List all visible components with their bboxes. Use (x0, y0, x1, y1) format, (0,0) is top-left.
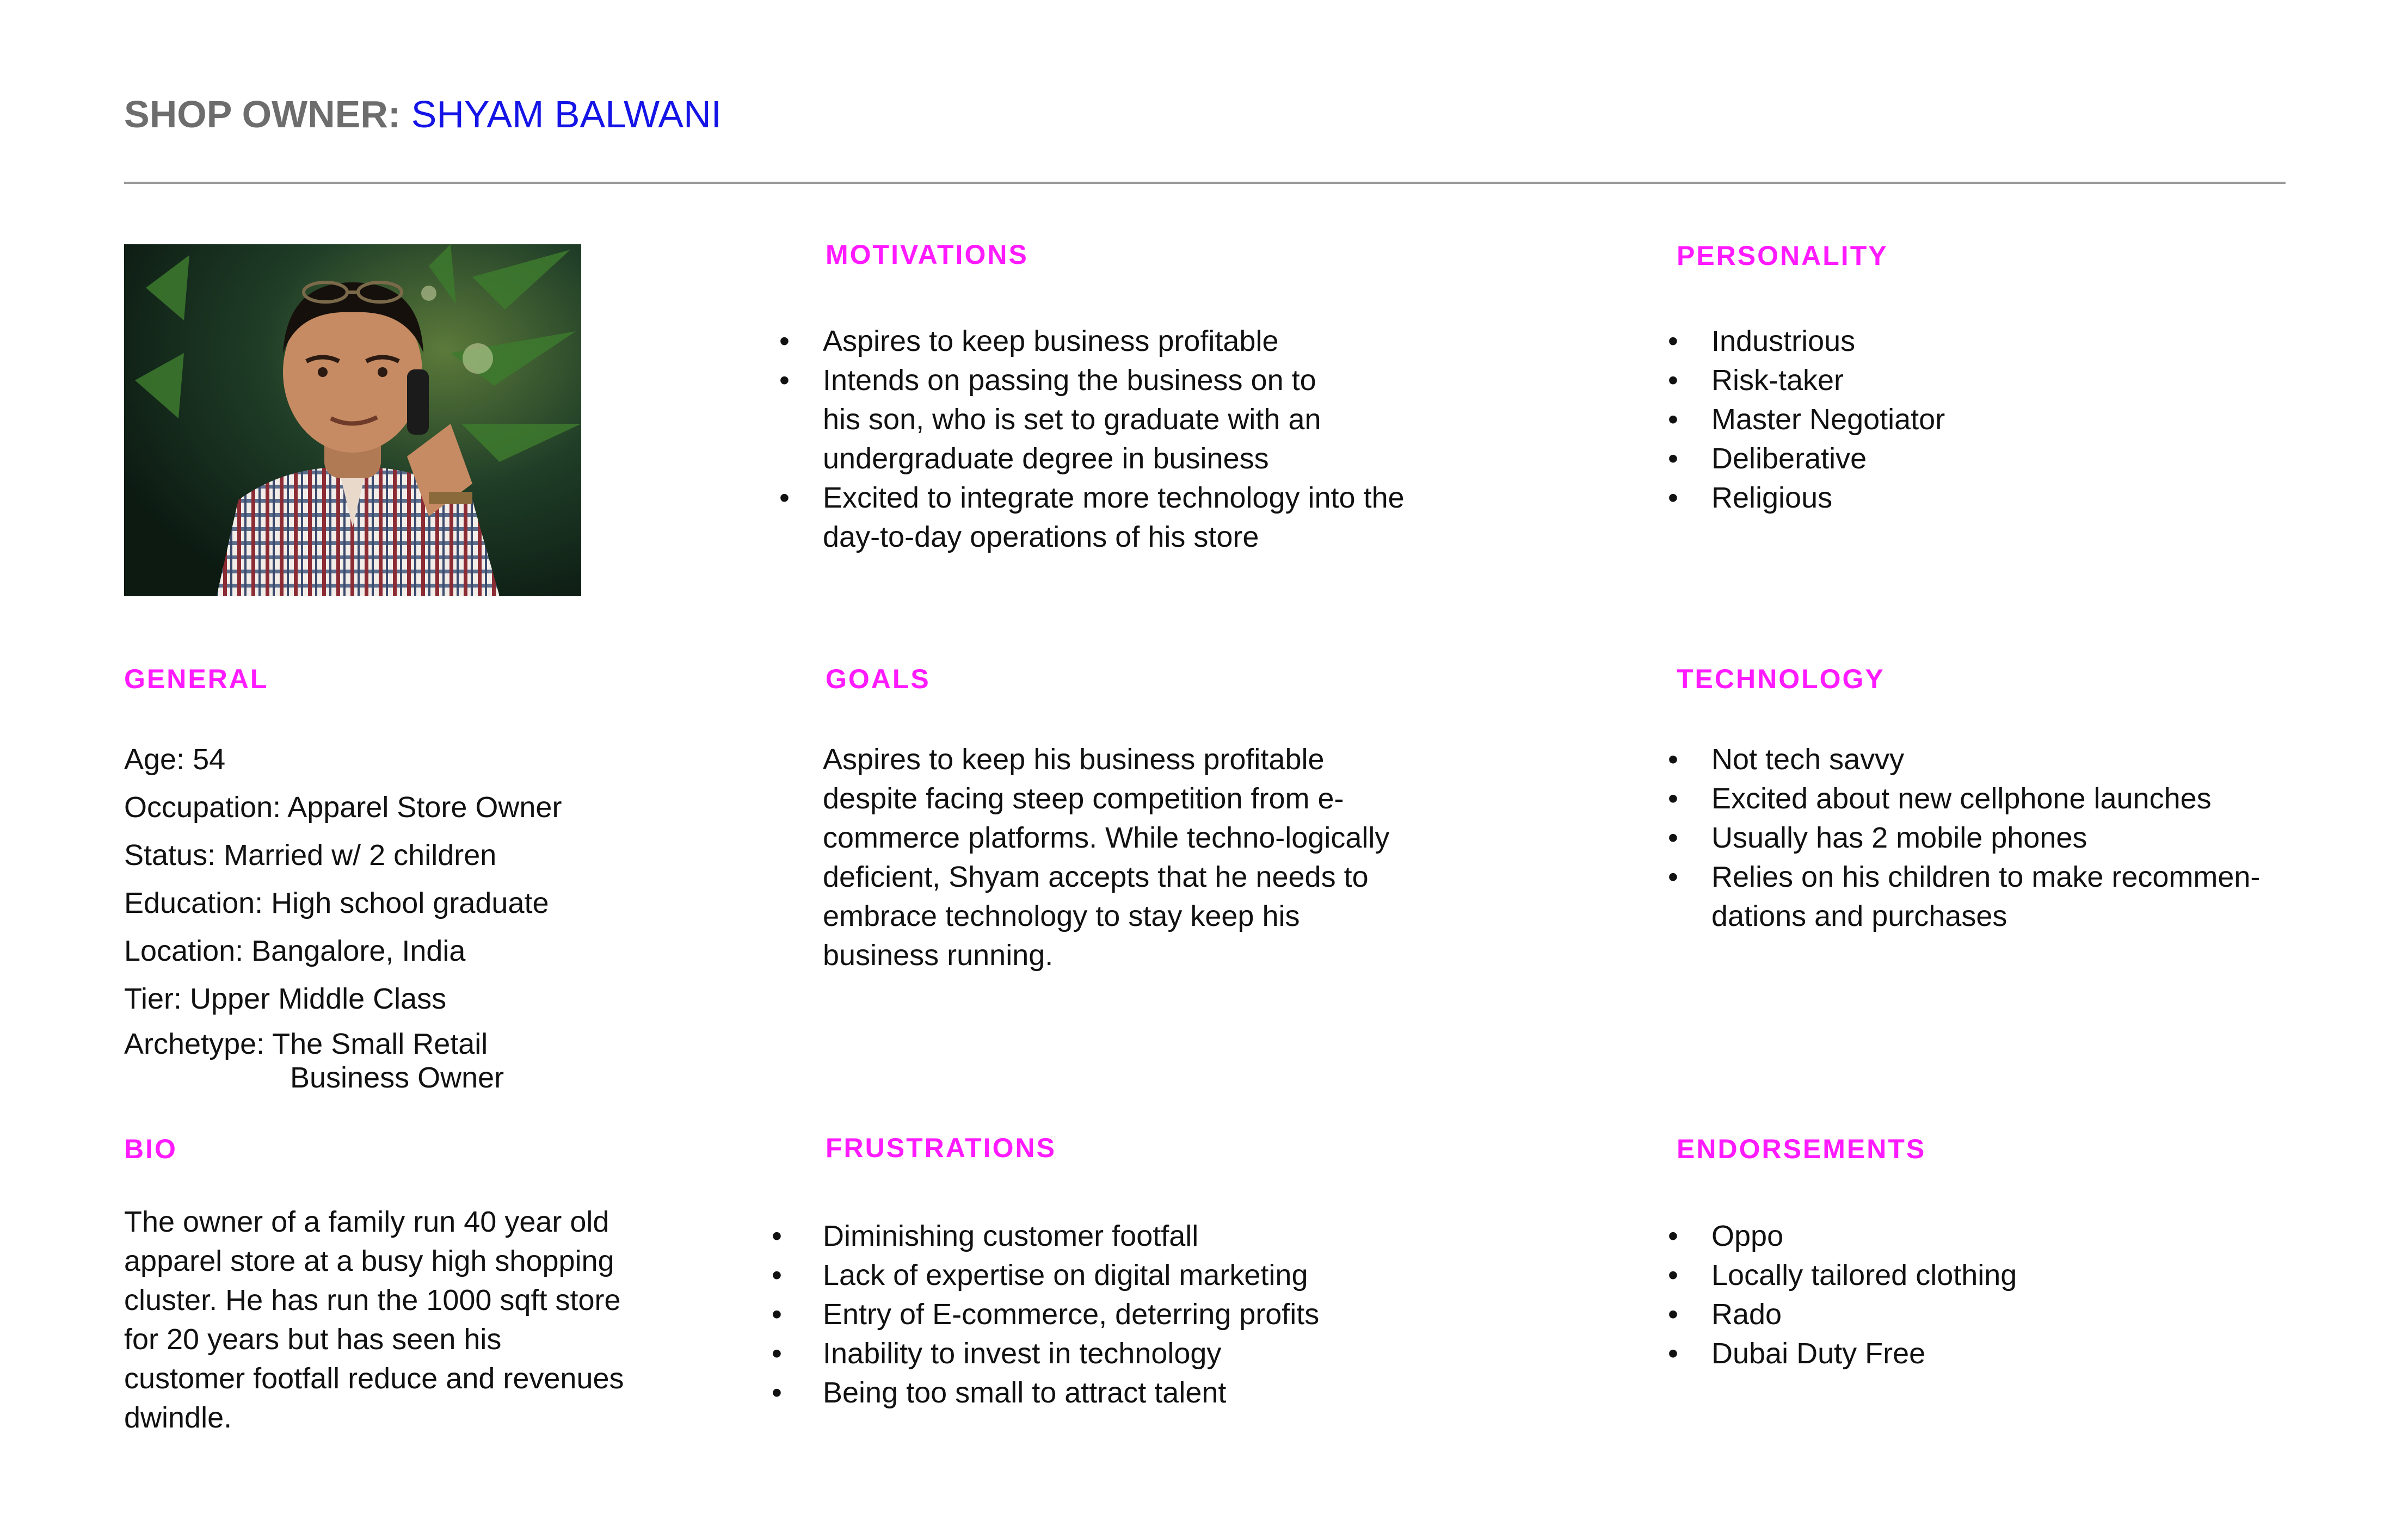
general-tier: Tier: Upper Middle Class (124, 982, 447, 1015)
list-item: • Risk-taker (1668, 361, 2212, 400)
header-divider (124, 182, 2286, 184)
bio-text: The owner of a family run 40 year old apparel store at a busy high shopping cluster. He has run the 1000 sqft store for 20 years but has seen his customer footfall reduce and revenues dwindle. (124, 1206, 624, 1434)
list-item: • Religious (1668, 478, 2212, 517)
bullet-icon: • (1668, 1259, 1678, 1291)
general-age: Age: 54 (124, 743, 226, 776)
list-item: • Lack of expertise on digital marketing (772, 1256, 1425, 1295)
bullet-icon: • (779, 325, 790, 357)
motivations-list (779, 322, 1411, 557)
list-item: • Oppo (1668, 1216, 2267, 1256)
bullet-icon: • (772, 1259, 782, 1291)
general-details (124, 740, 750, 1095)
bio-heading: BIO (124, 1134, 177, 1164)
general-heading: GENERAL (124, 664, 269, 694)
list-item: • Inability to invest in technology (772, 1334, 1425, 1373)
bullet-icon: • (1668, 782, 1678, 815)
goals-text: Aspires to keep his business profitable despite facing steep competition from e-commerce platforms. While techno-logically deficient, Shyam accepts that he needs to embrace technology to stay keep his business running. (823, 743, 1390, 972)
bullet-icon: • (1668, 442, 1678, 475)
endorsements-heading: ENDORSEMENTS (1677, 1134, 1926, 1164)
bullet-icon: • (779, 481, 790, 514)
list-item: • Aspires to keep business profitable (779, 322, 1411, 361)
bullet-icon: • (772, 1337, 782, 1370)
bullet-icon: • (1668, 403, 1678, 436)
bullet-icon: • (1668, 325, 1678, 357)
list-item: • Deliberative (1668, 439, 2212, 478)
bullet-icon: • (772, 1376, 782, 1409)
list-item: • Locally tailored clothing (1668, 1256, 2267, 1295)
general-location: Location: Bangalore, India (124, 935, 466, 967)
list-item: • Rado (1668, 1295, 2267, 1334)
technology-heading: TECHNOLOGY (1677, 664, 1885, 694)
bullet-icon: • (1668, 861, 1678, 893)
title-prefix: SHOP OWNER: (124, 93, 401, 135)
bullet-icon: • (1668, 1298, 1678, 1331)
bullet-icon: • (1668, 821, 1678, 854)
list-item: • Not tech savvy (1668, 740, 2299, 779)
list-item: • Intends on passing the business on to his son, who is set to graduate with an undergraduate degree in business (779, 361, 1334, 478)
list-item: • Dubai Duty Free (1668, 1334, 2267, 1373)
bullet-icon: • (772, 1298, 782, 1331)
list-item: • Master Negotiator (1668, 400, 2212, 439)
list-item: • Excited to integrate more technology into the day-to-day operations of his store (779, 478, 1443, 557)
list-item: • Diminishing customer footfall (772, 1216, 1425, 1256)
bullet-icon: • (1668, 743, 1678, 776)
person-portrait-icon (124, 244, 581, 596)
frustrations-heading: FRUSTRATIONS (826, 1133, 1056, 1163)
frustrations-list (772, 1216, 1425, 1412)
general-archetype: Archetype: The Small Retail Business Owner (124, 1028, 504, 1094)
bullet-icon: • (779, 364, 790, 397)
personality-heading: PERSONALITY (1677, 240, 1888, 271)
list-item: • Entry of E-commerce, deterring profits (772, 1295, 1425, 1334)
list-item: • Excited about new cellphone launches (1668, 779, 2299, 818)
bullet-icon: • (1668, 1337, 1678, 1370)
general-occupation: Occupation: Apparel Store Owner (124, 791, 562, 824)
list-item: • Relies on his children to make recommen-dations and purchases (1668, 857, 2299, 936)
bullet-icon: • (1668, 1220, 1678, 1252)
persona-photo (124, 244, 581, 596)
general-education: Education: High school graduate (124, 887, 549, 919)
technology-list (1668, 740, 2299, 936)
bullet-icon: • (1668, 364, 1678, 397)
persona-name: SHYAM BALWANI (411, 93, 722, 135)
list-item: • Industrious (1668, 322, 2212, 361)
endorsements-list (1668, 1216, 2267, 1373)
bullet-icon: • (1668, 481, 1678, 514)
page-title (124, 91, 722, 137)
general-status: Status: Married w/ 2 children (124, 839, 497, 872)
motivations-heading: MOTIVATIONS (826, 239, 1029, 270)
goals-heading: GOALS (826, 664, 931, 694)
personality-list (1668, 322, 2212, 517)
bullet-icon: • (772, 1220, 782, 1252)
list-item: • Being too small to attract talent (772, 1373, 1425, 1412)
list-item: • Usually has 2 mobile phones (1668, 818, 2299, 857)
